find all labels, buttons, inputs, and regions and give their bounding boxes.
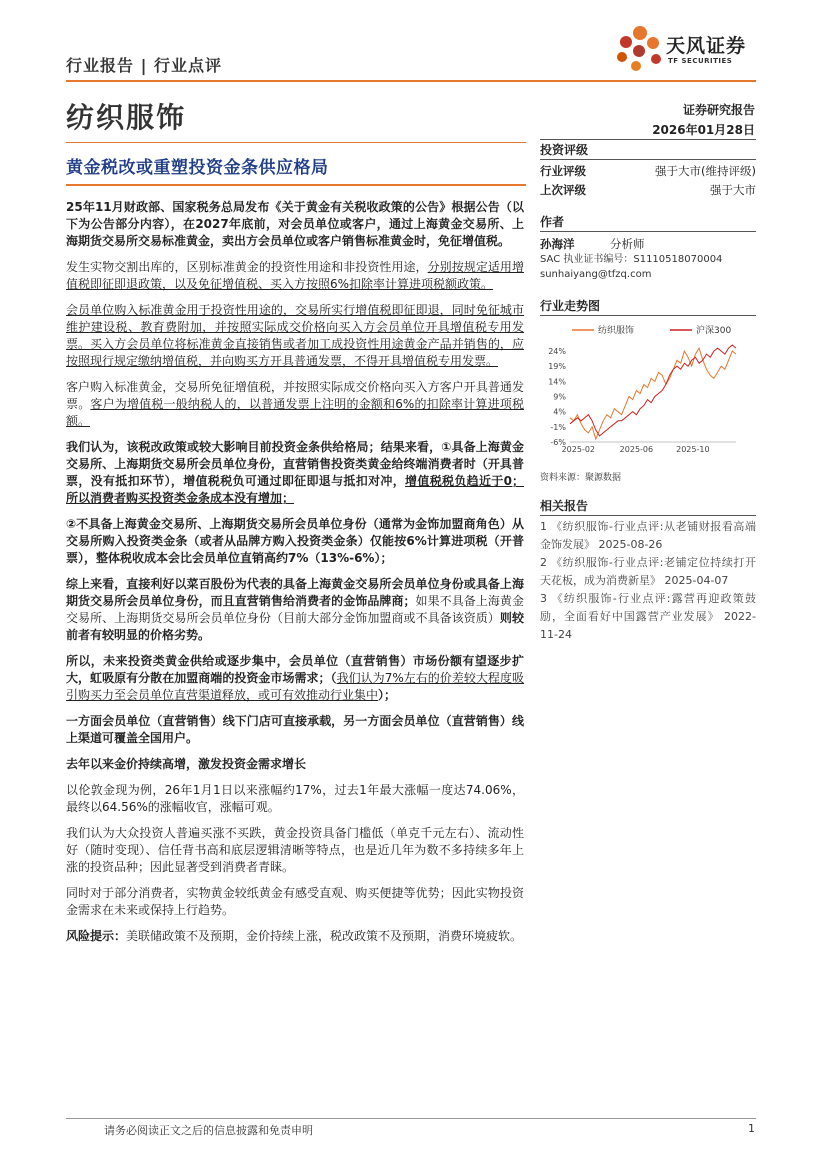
- legend-label: 纺织服饰: [598, 326, 635, 336]
- report-type: 行业报告 | 行业点评: [66, 56, 222, 75]
- page-number: 1: [748, 1122, 755, 1135]
- paragraph: 以伦敦金现为例，26年1月1日以来涨幅约17%，过去1年最大涨幅一度达74.06%，最终以64.56%的涨幅收官，涨幅可观。: [66, 783, 524, 814]
- divider: [540, 515, 756, 516]
- tf-logo-icon: [612, 24, 664, 74]
- x-tick-label: 2025-10: [676, 445, 710, 454]
- divider: [540, 139, 756, 140]
- main-body: [66, 199, 524, 954]
- report-date: 2026年01月28日: [652, 123, 755, 137]
- author-section: [540, 213, 756, 282]
- paragraph: 客户购入标准黄金，交易所免征增值税，并按照实际成交价格向买入方客户开具普通发票。客户为增值税一般纳税人的，以普通发票上注明的金额和6%的扣除率计算进项税额。: [66, 380, 524, 428]
- y-tick-label: 4%: [553, 407, 566, 417]
- related-section: [540, 497, 756, 644]
- footer-disclaimer: 请务必阅读正文之后的信息披露和免责申明: [104, 1124, 313, 1137]
- paragraph: 会员单位购入标准黄金用于投资性用途的，交易所实行增值税即征即退，同时免征城市维护建设税、教育费附加，并按照实际成交价格向买入方会员单位开具增值税专用发票。买入方会员单位将标准黄金直接销售或者加工成投资性用途黄金产品并销售的，应按照现行规定缴纳增值税，并向购买方开具普通发票，不得开具增值税专用发票。: [66, 303, 524, 368]
- divider: [540, 315, 756, 316]
- brand-name: 天风证券: [666, 35, 747, 57]
- paragraph: 所以，未来投资类黄金供给或逐步集中，会员单位（直营销售）市场份额有望逐步扩大，虹吸原有分散在加盟商端的投资金市场需求；（我们认为7%左右的价差较大程度吸引购买力至会员单位直营渠道释放，或可有效推动行业集中）；: [66, 654, 524, 702]
- chart-source: 资料来源：聚源数据: [540, 473, 622, 483]
- paragraph: 我们认为，该税改政策或较大影响目前投资金条供给格局；结果来看，①具备上海黄金交易所、上海期货交易所会员单位身份，直营销售投资类黄金给终端消费者时（开具普票，没有抵扣环节），增值税税负可通过即征即退与抵扣对冲，增值税税负趋近于0；所以消费者购买投资类金条成本没有增加；: [66, 440, 524, 505]
- rating-heading: 投资评级: [540, 143, 589, 157]
- prev-rating: 上次评级 强于大市: [540, 183, 756, 197]
- y-tick-label: 9%: [553, 392, 566, 402]
- series-line-csi300: [570, 345, 736, 436]
- divider: [540, 159, 756, 160]
- author-heading: 作者: [540, 215, 565, 229]
- paragraph: 我们认为大众投资人普遍买涨不买跌，黄金投资具备门槛低（单克千元左右）、流动性好（随时变现）、信任背书高和底层逻辑清晰等特点，也是近几年为数不多持续多年上涨的投资品种；因此显著受到消费者青睐。: [66, 826, 524, 874]
- x-tick-label: 2025-06: [619, 445, 654, 454]
- author-row: [540, 236, 756, 252]
- rating-section: [540, 141, 756, 200]
- legend-label: 沪深300: [696, 326, 732, 336]
- brand-name-en: TF SECURITIES: [668, 57, 733, 65]
- y-tick-label: -6%: [550, 438, 566, 447]
- section-heading: 去年以来金价持续高增，激发投资金需求增长: [66, 757, 307, 771]
- related-report-item[interactable]: 3 《纺织服饰-行业点评:露营再迎政策鼓励，全面看好中国露营产业发展》 2022-11-24: [540, 592, 756, 641]
- paragraph: 一方面会员单位（直营销售）线下门店可直接承载，另一方面会员单位（直营销售）线上渠道可覆盖全国用户。: [66, 714, 524, 745]
- chart-section: [540, 297, 756, 316]
- y-tick-label: -1%: [550, 422, 566, 432]
- related-heading: 相关报告: [540, 499, 589, 513]
- y-tick-label: 24%: [548, 347, 566, 357]
- report-title: 黄金税改或重塑投资金条供应格局: [66, 158, 329, 178]
- y-tick-label: 19%: [548, 362, 566, 372]
- author-role: 分析师: [610, 237, 645, 251]
- y-tick-label: 14%: [548, 377, 566, 387]
- author-name: 孙海洋: [540, 237, 575, 251]
- paragraph: 同时对于部分消费者，实物黄金较纸黄金有感受直观、购买便捷等优势；因此实物投资金需求在未来或保持上行趋势。: [66, 886, 524, 917]
- author-email[interactable]: sunhaiyang@tfzq.com: [540, 269, 652, 280]
- divider: [540, 231, 756, 232]
- paragraph: ②不具备上海黄金交易所、上海期货交易所会员单位身份（通常为金饰加盟商角色）从交易所购入投资类金条（或者从品牌方购入投资类金条）仅能按6%计算进项税（开普票），整体税收成本会比会员单位直销高约7%（13%-6%）；: [66, 517, 524, 565]
- related-list: [540, 518, 756, 644]
- risk-warning: 风险提示：美联储政策不及预期，金价持续上涨，税改政策不及预期，消费环境疲软。: [66, 929, 523, 943]
- related-report-item[interactable]: 2 《纺织服饰-行业点评:老铺定位持续打开天花板，成为消费新星》 2025-04-07: [540, 556, 756, 587]
- x-tick-label: 2025-02: [561, 445, 596, 454]
- paragraph: 发生实物交割出库的，区别标准黄金的投资性用途和非投资性用途，分别按规定适用增值税即征即退政策，以及免征增值税、买入方按照6%扣除率计算进项税额政策。: [66, 260, 524, 291]
- title-divider: [66, 184, 526, 186]
- related-report-item[interactable]: 1 《纺织服饰-行业点评:从老铺财报看高端金饰发展》 2025-08-26: [540, 520, 756, 551]
- sector-title: 纺织服饰: [66, 101, 187, 134]
- industry-trend-chart: [540, 320, 756, 462]
- industry-rating: 行业评级 强于大市(维持评级): [540, 164, 756, 178]
- chart-heading: 行业走势图: [540, 299, 601, 313]
- header-divider: [66, 80, 756, 82]
- footer-divider: [66, 1118, 756, 1119]
- divider: [66, 142, 526, 143]
- doc-type: 证券研究报告: [682, 103, 755, 117]
- series-line-textile: [570, 348, 736, 439]
- paragraph: 综上来看，直接利好以菜百股份为代表的具备上海黄金交易所会员单位身份或具备上海期货交易所会员单位身份，而且直营销售给消费者的金饰品牌商；如果不具备上海黄金交易所、上海期货交易所会员单位身份（目前大部分金饰加盟商或不具备该资质）则较前者有较明显的价格劣势。: [66, 577, 524, 642]
- author-cert: SAC 执业证书编号：S1110518070004: [540, 254, 723, 265]
- paragraph: 25年11月财政部、国家税务总局发布《关于黄金有关税收政策的公告》根据公告（以下为公告部分内容），在2027年底前，对会员单位或客户，通过上海黄金交易所、上海期货交易所交易标准黄金，卖出方会员单位或客户销售标准黄金时，免征增值税。: [66, 200, 524, 248]
